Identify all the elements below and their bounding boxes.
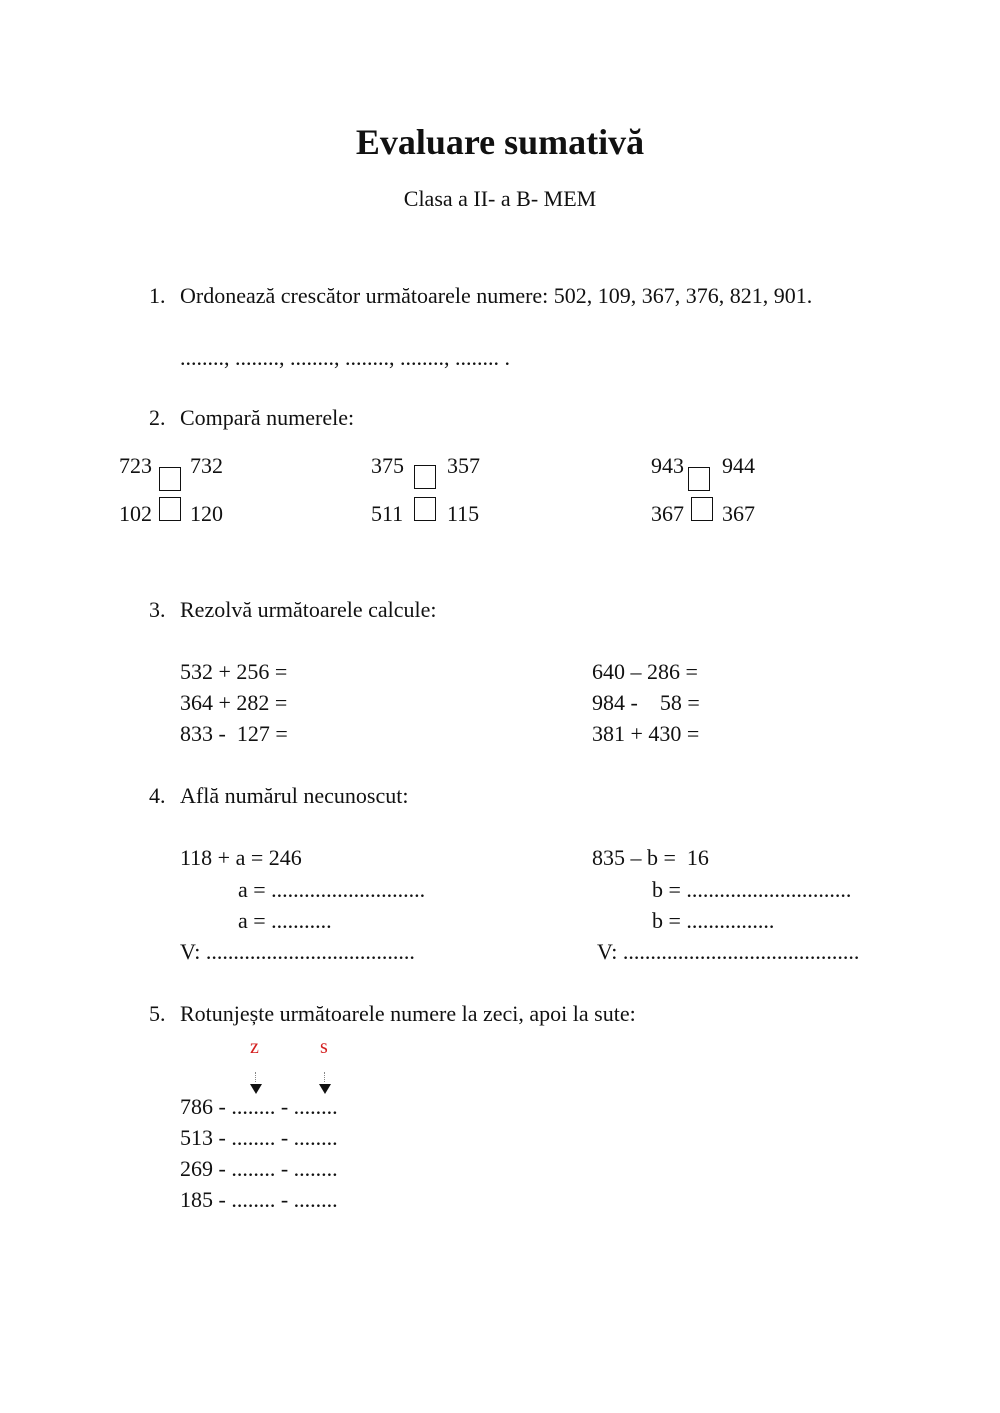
- q3-number: 3.: [149, 597, 166, 622]
- q1-number: 1.: [149, 283, 166, 308]
- compare-right: 115: [447, 501, 480, 526]
- compare-box[interactable]: [159, 497, 181, 521]
- q5-number: 5.: [149, 1001, 166, 1026]
- compare-box[interactable]: [414, 465, 436, 489]
- compare-left: 723: [119, 453, 152, 478]
- q2-number: 2.: [149, 405, 166, 430]
- equation-right-step2[interactable]: b = ................: [652, 908, 775, 933]
- calc-left: 833 - 127 =: [180, 721, 288, 746]
- compare-box[interactable]: [414, 497, 436, 521]
- calc-left: 364 + 282 =: [180, 690, 288, 715]
- rounding-row[interactable]: 269 - ........ - ........: [180, 1156, 338, 1181]
- rounding-row[interactable]: 786 - ........ - ........: [180, 1094, 338, 1119]
- q1-answer-line[interactable]: ........, ........, ........, ........, ........, ........ .: [180, 345, 510, 370]
- equation-left-step1[interactable]: a = ............................: [238, 877, 426, 902]
- page-title: Evaluare sumativă: [355, 122, 645, 162]
- compare-right: 120: [190, 501, 223, 526]
- equation-right-check[interactable]: V: ...........................................: [597, 939, 860, 964]
- compare-left: 943: [651, 453, 684, 478]
- q4-number: 4.: [149, 783, 166, 808]
- q3-text: Rezolvă următoarele calcule:: [180, 597, 437, 622]
- compare-right: 367: [722, 501, 755, 526]
- equation-right-step1[interactable]: b = ..............................: [652, 877, 852, 902]
- equation-left-step2[interactable]: a = ...........: [238, 908, 332, 933]
- compare-box[interactable]: [688, 467, 710, 491]
- equation-left: 118 + a = 246: [180, 845, 302, 870]
- q5-text: Rotunjește următoarele numere la zeci, apoi la sute:: [180, 1001, 636, 1026]
- compare-right: 357: [447, 453, 480, 478]
- calc-right: 381 + 430 =: [592, 721, 700, 746]
- compare-left: 375: [371, 453, 404, 478]
- compare-box[interactable]: [691, 497, 713, 521]
- calc-left: 532 + 256 =: [180, 659, 288, 684]
- compare-left: 367: [651, 501, 684, 526]
- compare-left: 102: [119, 501, 152, 526]
- rounding-row[interactable]: 513 - ........ - ........: [180, 1125, 338, 1150]
- compare-right: 944: [722, 453, 755, 478]
- page-subtitle: Clasa a II- a B- MEM: [403, 186, 597, 211]
- q4-text: Află numărul necunoscut:: [180, 783, 409, 808]
- q2-text: Compară numerele:: [180, 405, 355, 430]
- calc-right: 984 - 58 =: [592, 690, 700, 715]
- compare-left: 511: [371, 501, 404, 526]
- compare-right: 732: [190, 453, 223, 478]
- q1-text: Ordonează crescător următoarele numere: 502, 109, 367, 376, 821, 901.: [180, 283, 813, 308]
- equation-right: 835 – b = 16: [592, 845, 709, 870]
- label-tens: z: [250, 1036, 259, 1058]
- compare-box[interactable]: [159, 467, 181, 491]
- rounding-row[interactable]: 185 - ........ - ........: [180, 1187, 338, 1212]
- equation-left-check[interactable]: V: ......................................: [180, 939, 415, 964]
- calc-right: 640 – 286 =: [592, 659, 698, 684]
- label-hundreds: s: [320, 1036, 328, 1058]
